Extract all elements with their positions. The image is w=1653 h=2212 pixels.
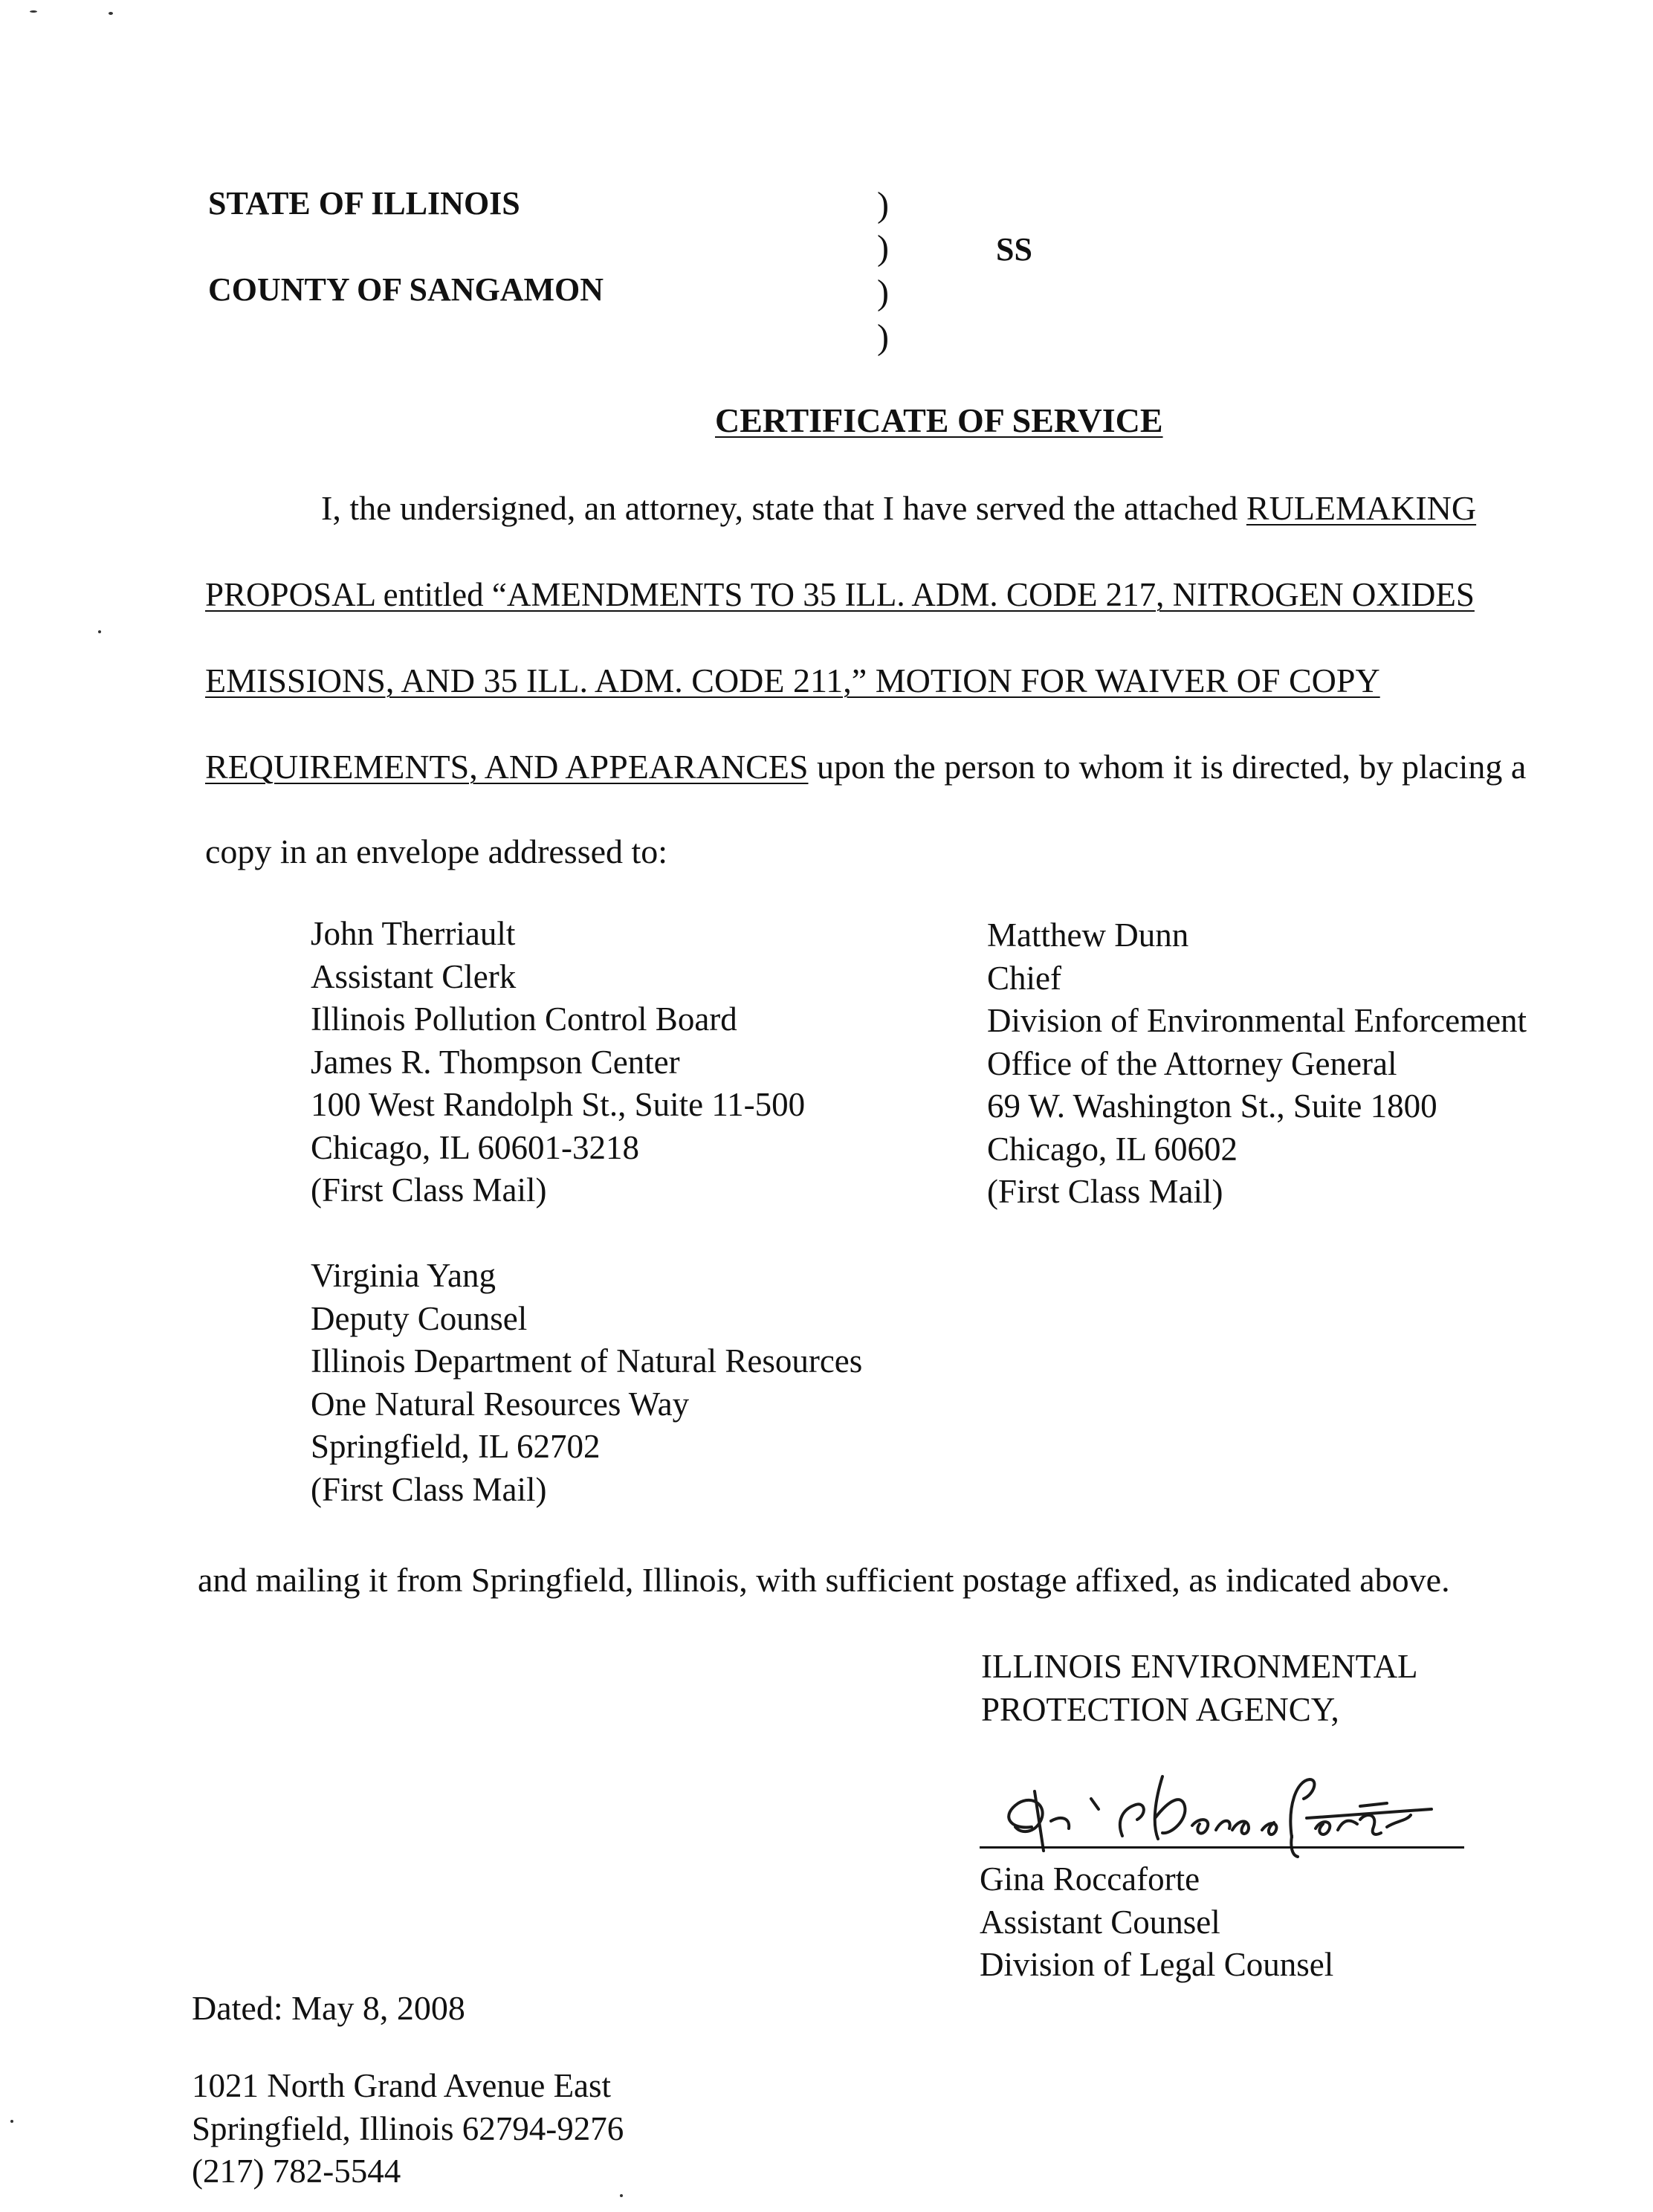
date-line: Dated: May 8, 2008: [192, 1989, 465, 2027]
intro-text: upon the person to whom it is directed, by placing a: [808, 748, 1527, 786]
intro-line-1: [321, 488, 1476, 529]
recipient-name: Matthew Dunn: [987, 916, 1189, 954]
recipient-name: Virginia Yang: [311, 1257, 496, 1294]
recipient-street: One Natural Resources Way: [311, 1385, 690, 1423]
recipient-org: Illinois Department of Natural Resources: [311, 1342, 863, 1380]
scan-speck: [10, 2120, 13, 2123]
intro-line-2: PROPOSAL entitled “AMENDMENTS TO 35 ILL. ADM. CODE 217, NITROGEN OXIDES: [205, 576, 1475, 613]
handwritten-signature: [980, 1747, 1470, 1858]
recipient-delivery: (First Class Mail): [311, 1171, 547, 1209]
recipient-building: James R. Thompson Center: [311, 1043, 680, 1081]
recipient-street: 69 W. Washington St., Suite 1800: [987, 1087, 1437, 1125]
recipient-city: Springfield, IL 62702: [311, 1428, 601, 1465]
scan-speck: [620, 2194, 623, 2197]
recipient-delivery: (First Class Mail): [987, 1173, 1223, 1210]
recipient-delivery: (First Class Mail): [311, 1470, 547, 1508]
agency-line: ILLINOIS ENVIRONMENTAL: [981, 1648, 1418, 1685]
signer-block: [980, 1858, 1333, 1987]
served-document-name: REQUIREMENTS, AND APPEARANCES: [205, 748, 809, 786]
recipient-address-block: [987, 914, 1527, 1214]
recipient-name: John Therriault: [311, 915, 516, 952]
address-street: 1021 North Grand Avenue East: [192, 2067, 612, 2104]
signature-line: [980, 1846, 1464, 1849]
return-address: [192, 2065, 624, 2193]
scan-speck: [30, 10, 37, 13]
ss-label: SS: [996, 231, 1032, 268]
recipient-city: Chicago, IL 60602: [987, 1130, 1238, 1168]
recipient-street: 100 West Randolph St., Suite 11-500: [311, 1086, 806, 1123]
signer-name: Gina Roccaforte: [980, 1860, 1200, 1898]
address-city: Springfield, Illinois 62794-9276: [192, 2109, 624, 2147]
document-title: CERTIFICATE OF SERVICE: [715, 401, 1163, 439]
caption-paren: ): [877, 317, 889, 357]
caption-paren: ): [877, 273, 889, 312]
agency-line: PROTECTION AGENCY,: [981, 1690, 1339, 1728]
intro-line-4: [205, 746, 1526, 788]
address-phone: (217) 782-5544: [192, 2153, 401, 2190]
intro-line-5: copy in an envelope addressed to:: [205, 832, 668, 870]
intro-text: I, the undersigned, an attorney, state that I have served the attached: [321, 489, 1246, 527]
scan-speck: [109, 12, 113, 15]
scan-speck: [98, 630, 101, 633]
agency-name: [981, 1646, 1418, 1731]
caption-paren: ): [877, 185, 889, 224]
county-caption: COUNTY OF SANGAMON: [208, 271, 604, 308]
recipient-org: Illinois Pollution Control Board: [311, 1000, 737, 1038]
recipient-address-block: [311, 1255, 862, 1511]
recipient-office: Office of the Attorney General: [987, 1044, 1397, 1082]
recipient-title: Assistant Clerk: [311, 957, 517, 995]
served-document-name: RULEMAKING: [1246, 489, 1477, 527]
closing-statement: and mailing it from Springfield, Illinois, with sufficient postage affixed, as indicated above.: [198, 1561, 1450, 1599]
recipient-title: Deputy Counsel: [311, 1299, 528, 1337]
intro-line-3: EMISSIONS, AND 35 ILL. ADM. CODE 211,” MOTION FOR WAIVER OF COPY: [205, 662, 1380, 699]
signer-title: Assistant Counsel: [980, 1903, 1220, 1941]
recipient-title: Chief: [987, 959, 1061, 997]
state-caption: STATE OF ILLINOIS: [208, 185, 520, 221]
signer-division: Division of Legal Counsel: [980, 1946, 1334, 1983]
recipient-city: Chicago, IL 60601-3218: [311, 1128, 640, 1166]
recipient-address-block: [311, 913, 805, 1212]
caption-paren: ): [877, 228, 889, 268]
recipient-org: Division of Environmental Enforcement: [987, 1002, 1527, 1039]
